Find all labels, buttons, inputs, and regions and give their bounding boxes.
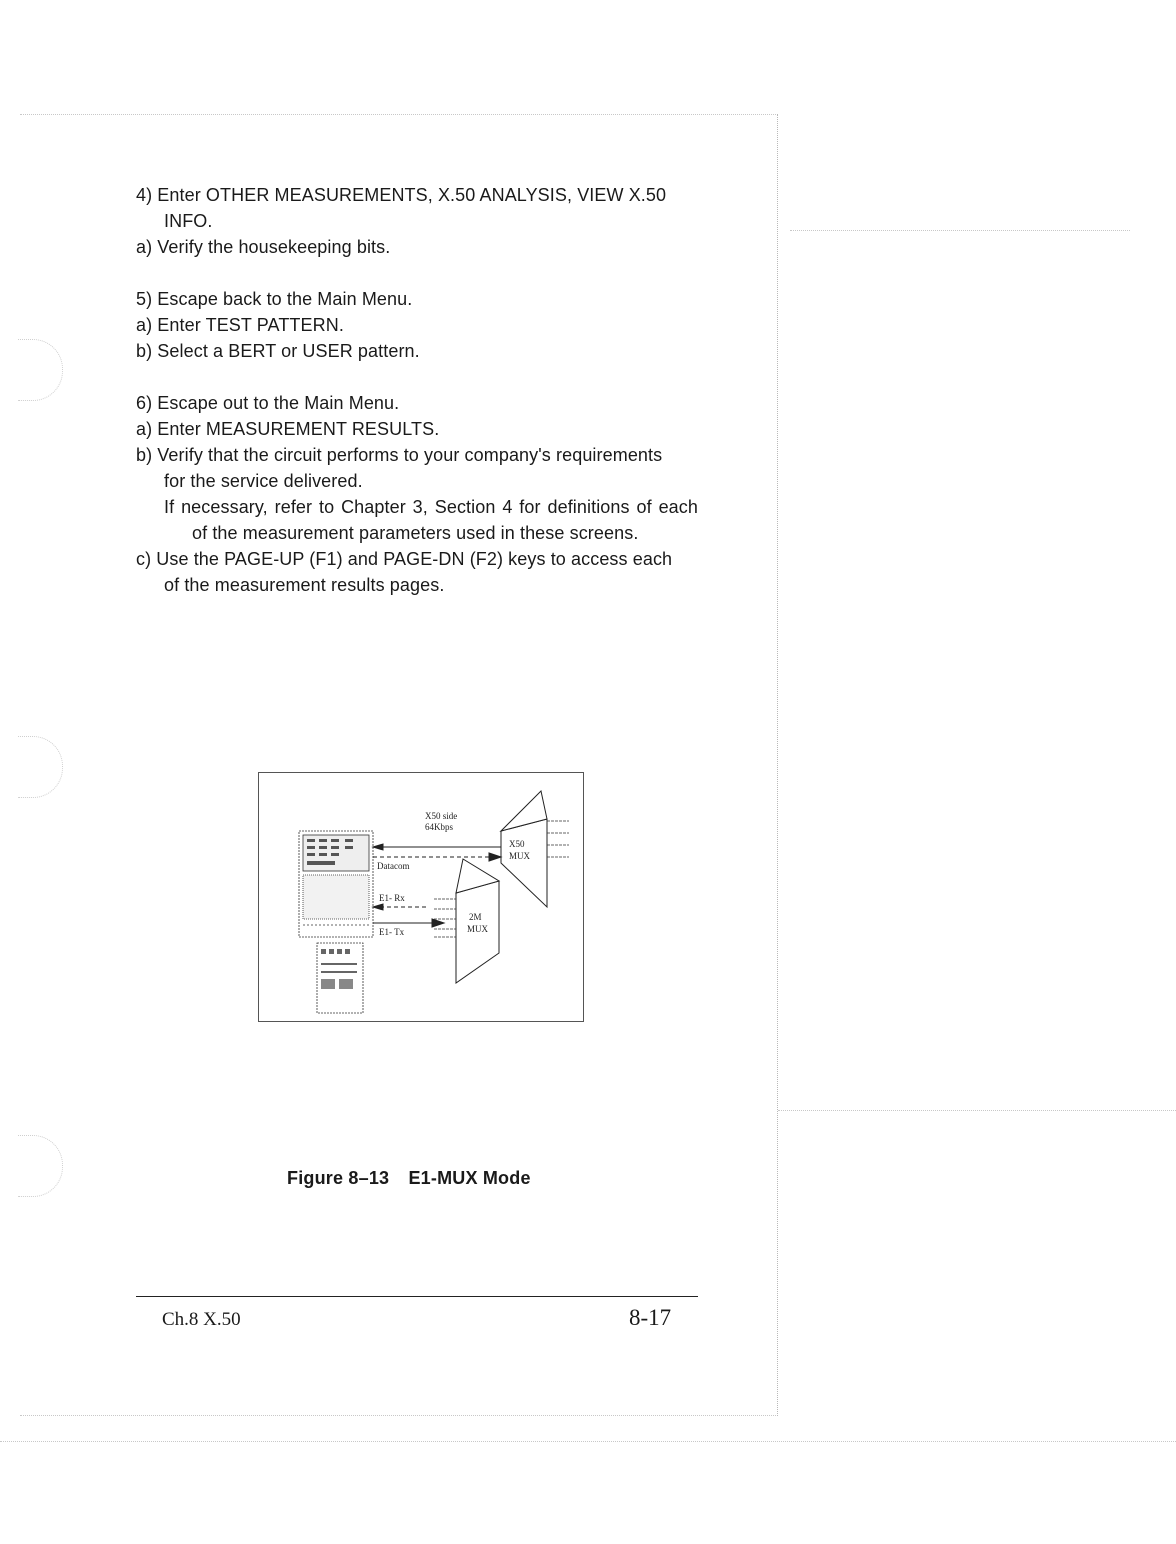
footer-chapter: Ch.8 X.50	[162, 1309, 241, 1330]
2m-mux-input-lines	[434, 899, 456, 937]
datacom-label: Datacom	[377, 861, 410, 871]
e1-tx-label: E1- Tx	[379, 927, 405, 937]
datacom-link-x50-side	[373, 844, 501, 861]
step-6b: b) Verify that the circuit performs to your company's requirements	[136, 445, 663, 465]
step-6c: c) Use the PAGE-UP (F1) and PAGE-DN (F2) keys to access each	[136, 549, 673, 569]
scan-frame-right	[777, 114, 778, 1416]
scan-frame-right-mid	[778, 1110, 1176, 1111]
x50-mux-label-line1: X50	[509, 839, 525, 849]
scan-frame-right-top	[790, 230, 1130, 231]
x50-mux-output-lines	[547, 821, 569, 857]
e1-rx-label: E1- Rx	[379, 893, 405, 903]
procedure-text	[136, 182, 698, 598]
step-6b-continued: for the service delivered.	[164, 471, 363, 491]
step-6a: a) Enter MEASUREMENT RESULTS.	[136, 419, 440, 439]
2m-mux-label-line1: 2M	[469, 912, 482, 922]
punch-hole-middle	[18, 736, 63, 798]
scan-frame-lower-edge	[0, 1441, 1176, 1442]
x50-mux-label-line2: MUX	[509, 851, 531, 861]
scan-frame-top	[20, 114, 776, 115]
step-4a: a) Verify the housekeeping bits.	[136, 237, 391, 257]
test-set-device	[299, 831, 373, 1013]
punch-hole-top	[18, 339, 63, 401]
2m-mux-label-line2: MUX	[467, 924, 489, 934]
step-6c-continued: of the measurement results pages.	[164, 575, 445, 595]
footer-rule	[136, 1296, 698, 1297]
punch-hole-bottom	[18, 1135, 63, 1197]
scan-frame-bottom	[20, 1415, 776, 1416]
e1-link	[373, 904, 444, 927]
step-6-heading: 6) Escape out to the Main Menu.	[136, 393, 400, 413]
figure-title: E1-MUX Mode	[408, 1168, 531, 1188]
figure-caption	[287, 1168, 531, 1189]
rate-label: 64Kbps	[425, 822, 454, 832]
x50-mux-shape	[501, 791, 547, 907]
x50-side-label: X50 side	[425, 811, 458, 821]
figure-number: Figure 8–13	[287, 1168, 390, 1188]
step-4-heading: 4) Enter OTHER MEASUREMENTS, X.50 ANALYSIS, VIEW X.50	[136, 185, 667, 205]
figure-e1-mux-diagram	[258, 772, 584, 1022]
step-6b-note: If necessary, refer to Chapter 3, Section 4 for definitions of each of the measurement parameters used in these screens.	[164, 497, 698, 543]
step-5b: b) Select a BERT or USER pattern.	[136, 341, 420, 361]
footer-page-number: 8-17	[629, 1305, 672, 1330]
step-4-heading-continued: INFO.	[164, 211, 213, 231]
step-5a: a) Enter TEST PATTERN.	[136, 315, 344, 335]
step-5-heading: 5) Escape back to the Main Menu.	[136, 289, 413, 309]
